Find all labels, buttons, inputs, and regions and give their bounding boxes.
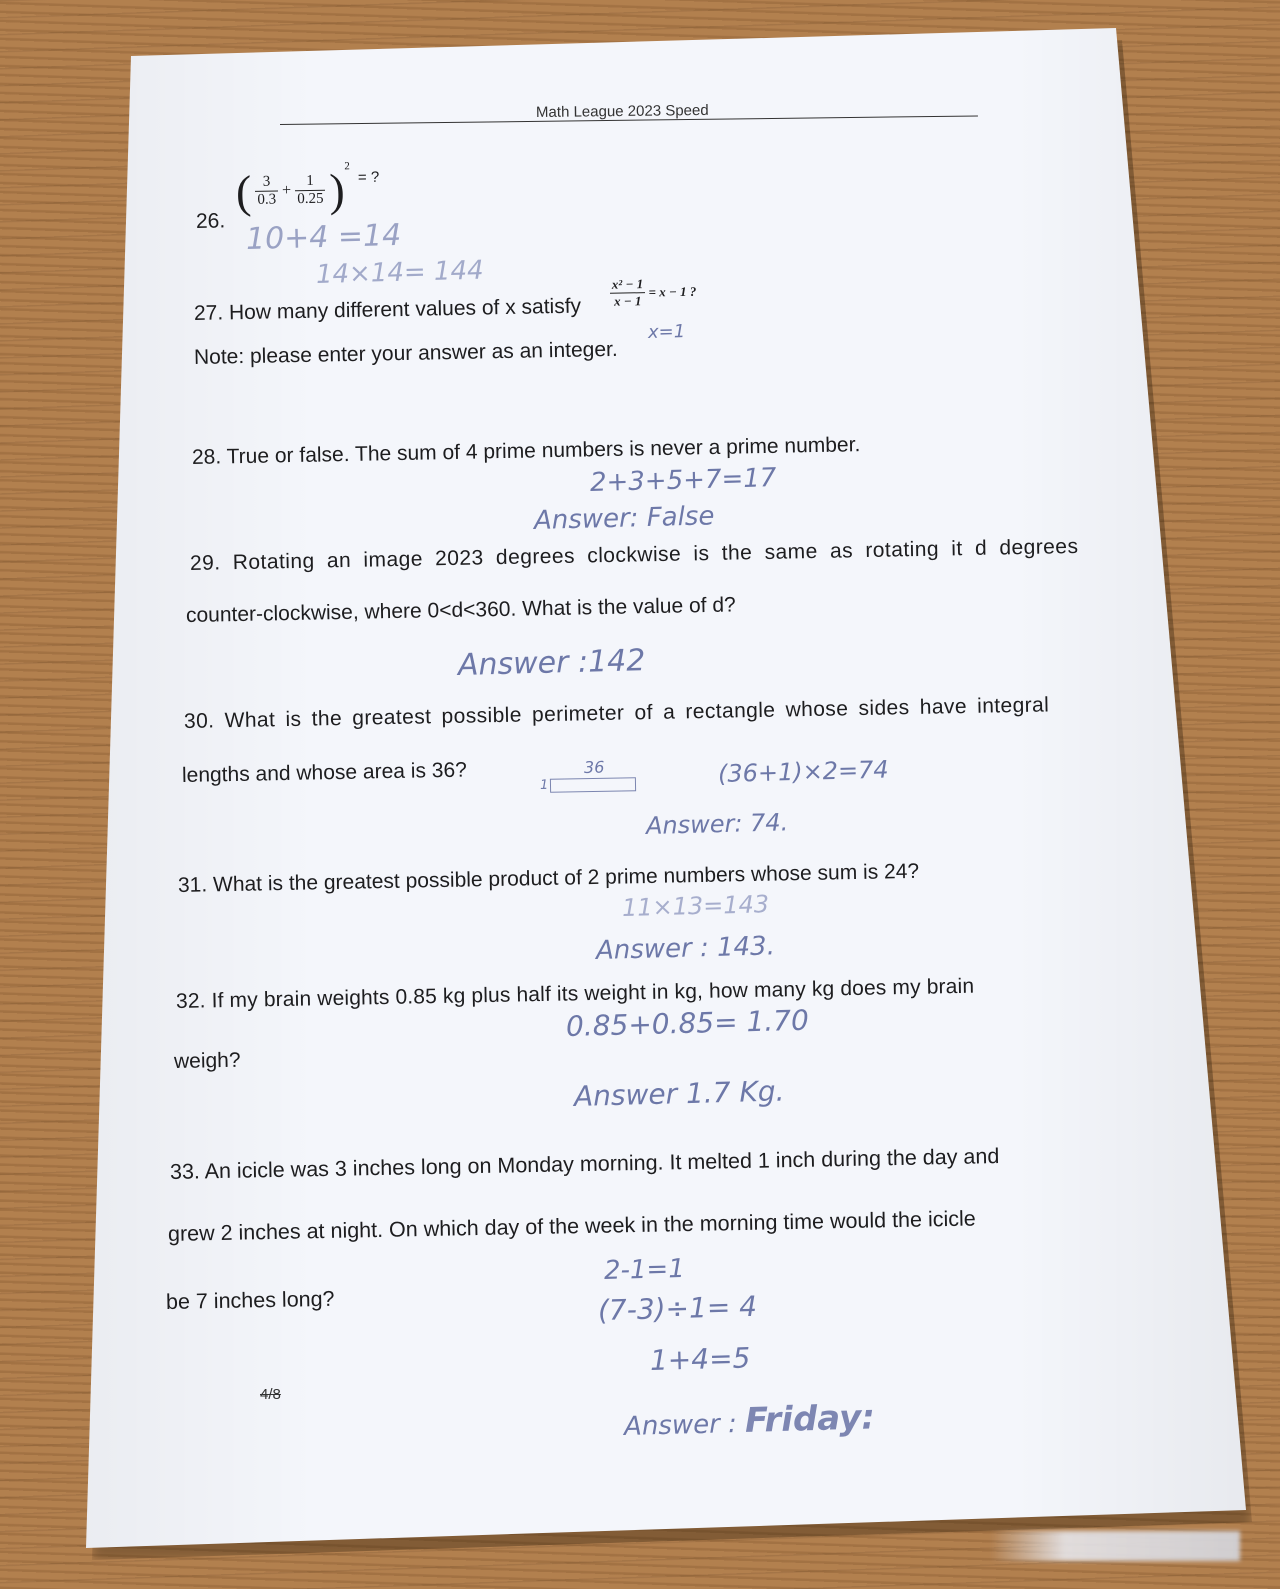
q30-answer: Answer: 74.	[645, 808, 789, 840]
q33-answer-day: Friday:	[744, 1397, 876, 1441]
q26-work-2: 14×14= 144	[315, 255, 484, 290]
q30-line-1: 30. What is the greatest possible perimeter of a rectangle whose sides have integral	[183, 693, 1050, 733]
watermark-blur	[990, 1531, 1240, 1561]
q27-work: x=1	[647, 321, 686, 343]
q26-work-1: 10+4 =14	[245, 217, 402, 257]
q32-work: 0.85+0.85= 1.70	[565, 1003, 810, 1043]
q27-equation-tail: = x − 1 ?	[648, 283, 697, 300]
q33-line-3: be 7 inches long?	[165, 1286, 335, 1314]
q28-text: 28. True or false. The sum of 4 prime numbers is never a prime number.	[191, 433, 861, 469]
q32-line-2: weigh?	[173, 1048, 241, 1073]
q33-answer	[623, 1397, 875, 1444]
q27-denominator: x − 1	[613, 293, 642, 309]
header-title: Math League 2023 Speed	[535, 101, 709, 122]
q26-left-paren: (	[235, 165, 252, 218]
q26-plus: +	[281, 181, 292, 199]
q31-answer: Answer : 143.	[595, 931, 776, 966]
q27-note: Note: please enter your answer as an integer.	[193, 337, 618, 369]
q27-numerator: x² − 1	[610, 276, 646, 294]
q32-answer: Answer 1.7 Kg.	[573, 1074, 785, 1113]
q32-line-1: 32. If my brain weights 0.85 kg plus half its weight in kg, how many kg does my brain	[175, 974, 975, 1013]
q27-fraction	[610, 276, 646, 310]
q33-line-1: 33. An icicle was 3 inches long on Monday morning. It melted 1 inch during the day and	[169, 1144, 1000, 1184]
q31-text: 31. What is the greatest possible product of 2 prime numbers whose sum is 24?	[177, 859, 920, 897]
q29-line-2: counter-clockwise, where 0<d<360. What is the value of d?	[185, 593, 736, 627]
q26-f2-numerator: 1	[295, 173, 326, 192]
q26-number: 26.	[195, 209, 226, 233]
q31-work: 11×13=143	[621, 890, 770, 922]
q33-work-3: 1+4=5	[649, 1341, 751, 1377]
q26-fraction-1	[255, 174, 278, 209]
q26-equals-question: = ?	[357, 168, 380, 187]
q28-work: 2+3+5+7=17	[589, 463, 777, 498]
q27-equation	[610, 275, 697, 310]
q33-line-2: grew 2 inches at night. On which day of the week in the morning time would the icicle	[167, 1206, 976, 1246]
q28-answer: Answer: False	[533, 501, 715, 536]
q30-sketch-top-label: 36	[583, 757, 605, 777]
q33-work-1: 2-1=1	[603, 1253, 686, 1286]
q33-answer-prefix: Answer :	[623, 1409, 738, 1442]
q30-rectangle-sketch	[550, 777, 636, 792]
q26-fraction-2	[295, 173, 326, 209]
q26-expression	[235, 160, 380, 218]
q26-f1-denominator: 0.3	[257, 191, 277, 208]
q30-line-2: lengths and whose area is 36?	[181, 758, 468, 787]
q26-f2-denominator: 0.25	[297, 190, 324, 208]
q30-sketch-side-label: 1	[539, 777, 549, 793]
q30-work: (36+1)×2=74	[717, 755, 889, 788]
q26-f1-numerator: 3	[255, 174, 278, 192]
q29-answer: Answer :142	[457, 643, 646, 683]
q33-work-2: (7-3)÷1= 4	[597, 1289, 758, 1327]
q26-right-paren: )	[328, 164, 346, 216]
q29-line-1: 29. Rotating an image 2023 degrees clockwise is the same as rotating it d degrees	[189, 534, 1079, 575]
q27-text: 27. How many different values of x satisfy	[193, 294, 582, 325]
q26-exponent: 2	[344, 160, 350, 173]
page-number: 4/8	[260, 1386, 281, 1403]
